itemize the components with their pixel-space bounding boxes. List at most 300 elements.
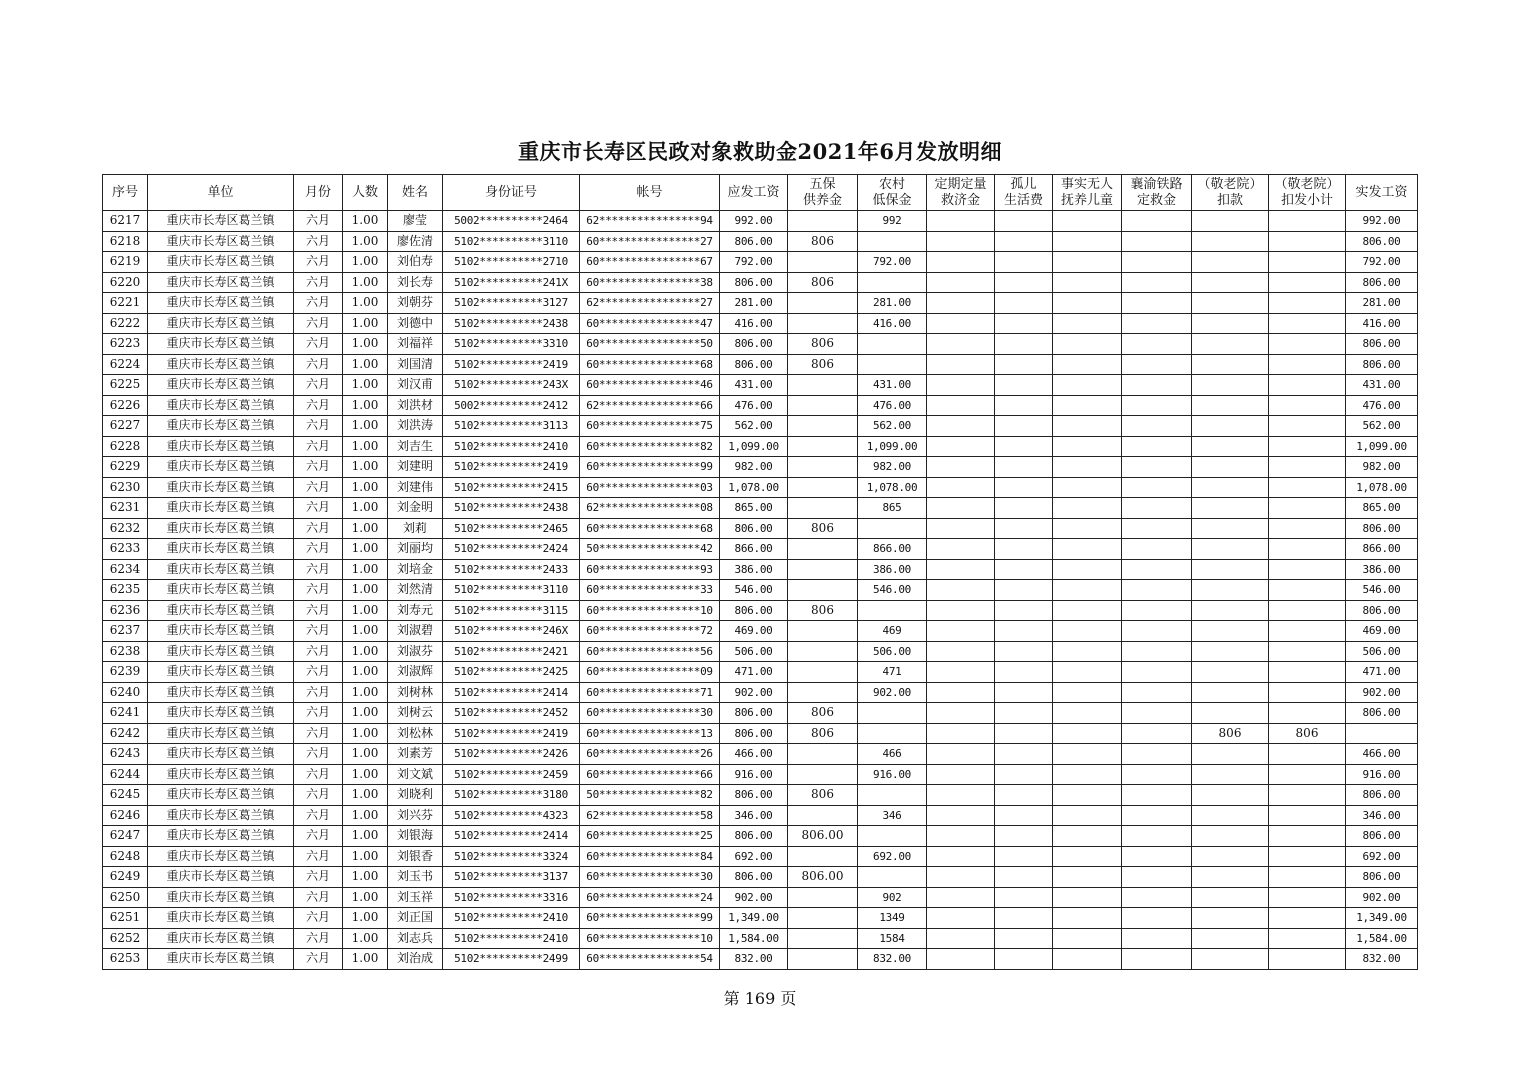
table-cell (1269, 231, 1346, 252)
table-cell: 806 (788, 334, 858, 355)
table-cell: 5102**********2452 (443, 703, 580, 724)
table-cell: 刘丽均 (388, 539, 443, 560)
table-cell (1192, 621, 1269, 642)
table-cell (1122, 641, 1192, 662)
table-cell (1122, 375, 1192, 396)
table-cell: 重庆市长寿区葛兰镇 (148, 211, 294, 232)
table-cell: 1.00 (343, 477, 388, 498)
table-cell: 806.00 (720, 334, 788, 355)
table-cell: 416.00 (720, 313, 788, 334)
table-cell: 6235 (103, 580, 148, 601)
table-cell: 992.00 (1346, 211, 1418, 232)
table-cell (927, 252, 995, 273)
table-cell: 466 (858, 744, 927, 765)
table-cell: 60****************10 (580, 600, 720, 621)
table-cell (927, 846, 995, 867)
table-cell (1269, 436, 1346, 457)
table-cell: 806.00 (1346, 703, 1418, 724)
table-cell (1269, 498, 1346, 519)
table-cell (1053, 231, 1122, 252)
table-cell (995, 785, 1053, 806)
table-cell (1269, 354, 1346, 375)
table-cell (1053, 416, 1122, 437)
table-cell: 806.00 (1346, 867, 1418, 888)
table-row (103, 539, 1418, 560)
table-cell: 386.00 (720, 559, 788, 580)
table-cell: 六月 (294, 580, 343, 601)
table-cell: 806.00 (1346, 826, 1418, 847)
table-cell (995, 887, 1053, 908)
column-header: 单位 (148, 175, 294, 211)
table-row (103, 723, 1418, 744)
table-cell (1122, 272, 1192, 293)
table-cell: 866.00 (1346, 539, 1418, 560)
table-cell (995, 805, 1053, 826)
table-cell: 6231 (103, 498, 148, 519)
table-cell (1269, 293, 1346, 314)
table-cell (788, 949, 858, 970)
table-cell: 5102**********2438 (443, 313, 580, 334)
table-cell (1192, 436, 1269, 457)
table-cell (1053, 498, 1122, 519)
table-cell (788, 928, 858, 949)
table-cell (788, 805, 858, 826)
table-cell (788, 293, 858, 314)
table-row (103, 580, 1418, 601)
table-cell: 1.00 (343, 887, 388, 908)
table-cell (1053, 580, 1122, 601)
table-cell: 重庆市长寿区葛兰镇 (148, 867, 294, 888)
table-cell (1269, 764, 1346, 785)
table-cell: 6243 (103, 744, 148, 765)
table-cell: 806.00 (720, 272, 788, 293)
table-cell: 60****************71 (580, 682, 720, 703)
table-cell: 刘寿元 (388, 600, 443, 621)
table-cell: 806.00 (1346, 231, 1418, 252)
table-cell (995, 703, 1053, 724)
table-cell: 6242 (103, 723, 148, 744)
table-cell (1269, 949, 1346, 970)
table-cell (1269, 744, 1346, 765)
table-cell (1053, 600, 1122, 621)
table-cell: 281.00 (720, 293, 788, 314)
table-cell (1122, 805, 1192, 826)
table-cell: 1.00 (343, 682, 388, 703)
table-cell: 6220 (103, 272, 148, 293)
table-cell: 重庆市长寿区葛兰镇 (148, 682, 294, 703)
table-cell: 5102**********2410 (443, 928, 580, 949)
table-cell: 刘正国 (388, 908, 443, 929)
table-cell: 六月 (294, 621, 343, 642)
table-cell: 6230 (103, 477, 148, 498)
table-cell (1269, 887, 1346, 908)
table-cell: 1.00 (343, 539, 388, 560)
table-cell: 六月 (294, 518, 343, 539)
table-cell: 832.00 (720, 949, 788, 970)
table-cell (1122, 334, 1192, 355)
column-header: 定期定量 救济金 (927, 175, 995, 211)
table-cell: 431.00 (720, 375, 788, 396)
table-cell: 六月 (294, 354, 343, 375)
column-header: 襄渝铁路 定救金 (1122, 175, 1192, 211)
table-cell: 6237 (103, 621, 148, 642)
table-cell (788, 559, 858, 580)
table-cell (995, 908, 1053, 929)
table-cell: 5102**********2424 (443, 539, 580, 560)
table-cell (788, 539, 858, 560)
table-cell: 5102**********3137 (443, 867, 580, 888)
table-cell: 六月 (294, 539, 343, 560)
table-cell: 1,584.00 (1346, 928, 1418, 949)
table-cell (1192, 416, 1269, 437)
table-cell: 重庆市长寿区葛兰镇 (148, 580, 294, 601)
table-cell (1192, 846, 1269, 867)
table-cell: 469.00 (1346, 621, 1418, 642)
table-cell: 重庆市长寿区葛兰镇 (148, 518, 294, 539)
table-cell (1192, 785, 1269, 806)
table-cell: 刘银香 (388, 846, 443, 867)
table-row (103, 928, 1418, 949)
table-cell (1192, 949, 1269, 970)
table-cell: 刘树林 (388, 682, 443, 703)
table-cell (927, 662, 995, 683)
table-cell: 806.00 (720, 231, 788, 252)
table-cell (858, 518, 927, 539)
table-cell (1192, 908, 1269, 929)
table-cell: 六月 (294, 723, 343, 744)
table-cell: 1.00 (343, 641, 388, 662)
table-cell: 62****************58 (580, 805, 720, 826)
table-cell: 六月 (294, 252, 343, 273)
table-row (103, 354, 1418, 375)
table-cell (788, 436, 858, 457)
table-cell: 6224 (103, 354, 148, 375)
table-cell: 1.00 (343, 621, 388, 642)
table-row (103, 395, 1418, 416)
table-cell (1192, 539, 1269, 560)
table-cell: 重庆市长寿区葛兰镇 (148, 539, 294, 560)
table-cell: 1.00 (343, 826, 388, 847)
table-cell: 386.00 (1346, 559, 1418, 580)
table-cell: 刘治成 (388, 949, 443, 970)
table-cell (1053, 826, 1122, 847)
table-cell (927, 703, 995, 724)
table-cell: 5102**********241X (443, 272, 580, 293)
table-cell (1122, 867, 1192, 888)
table-cell: 1.00 (343, 600, 388, 621)
table-cell: 重庆市长寿区葛兰镇 (148, 477, 294, 498)
table-cell: 1.00 (343, 211, 388, 232)
table-cell (1053, 785, 1122, 806)
table-cell: 792.00 (720, 252, 788, 273)
table-cell: 865.00 (1346, 498, 1418, 519)
table-cell (1122, 826, 1192, 847)
table-row (103, 805, 1418, 826)
table-cell: 562.00 (858, 416, 927, 437)
table-row (103, 559, 1418, 580)
table-cell (1192, 375, 1269, 396)
table-cell: 重庆市长寿区葛兰镇 (148, 662, 294, 683)
table-cell (1269, 457, 1346, 478)
table-cell (927, 580, 995, 601)
table-cell: 重庆市长寿区葛兰镇 (148, 436, 294, 457)
table-cell: 六月 (294, 231, 343, 252)
table-cell (1269, 867, 1346, 888)
table-row (103, 477, 1418, 498)
table-cell: 刘松林 (388, 723, 443, 744)
table-row (103, 518, 1418, 539)
table-cell (995, 641, 1053, 662)
table-cell (927, 764, 995, 785)
table-cell: 416.00 (1346, 313, 1418, 334)
table-cell (1053, 477, 1122, 498)
table-cell (927, 231, 995, 252)
table-cell (1269, 600, 1346, 621)
table-cell: 重庆市长寿区葛兰镇 (148, 354, 294, 375)
table-cell (1192, 580, 1269, 601)
table-cell: 50****************82 (580, 785, 720, 806)
table-cell: 重庆市长寿区葛兰镇 (148, 846, 294, 867)
table-cell (1269, 539, 1346, 560)
table-cell: 1,099.00 (1346, 436, 1418, 457)
table-cell: 1.00 (343, 928, 388, 949)
table-cell: 5102**********2419 (443, 723, 580, 744)
table-cell: 5102**********4323 (443, 805, 580, 826)
table-cell (1269, 252, 1346, 273)
table-cell (1269, 334, 1346, 355)
table-cell: 6250 (103, 887, 148, 908)
table-cell (927, 682, 995, 703)
table-cell: 60****************24 (580, 887, 720, 908)
table-cell (1122, 662, 1192, 683)
table-row (103, 293, 1418, 314)
table-cell: 刘长寿 (388, 272, 443, 293)
table-cell (927, 641, 995, 662)
table-cell: 刘然清 (388, 580, 443, 601)
table-cell: 6232 (103, 518, 148, 539)
table-cell: 6217 (103, 211, 148, 232)
table-cell: 60****************99 (580, 908, 720, 929)
table-cell (1122, 682, 1192, 703)
table-cell (927, 457, 995, 478)
table-cell: 466.00 (720, 744, 788, 765)
table-cell: 6252 (103, 928, 148, 949)
table-cell (927, 395, 995, 416)
table-cell (1122, 354, 1192, 375)
table-cell: 902.00 (720, 887, 788, 908)
table-row (103, 662, 1418, 683)
table-cell: 50****************42 (580, 539, 720, 560)
table-cell: 1,078.00 (720, 477, 788, 498)
table-cell: 6233 (103, 539, 148, 560)
table-cell: 6247 (103, 826, 148, 847)
column-header: 事实无人 抚养儿童 (1053, 175, 1122, 211)
table-cell: 806 (788, 272, 858, 293)
table-cell (1053, 662, 1122, 683)
table-cell: 60****************09 (580, 662, 720, 683)
table-cell: 刘文斌 (388, 764, 443, 785)
table-cell (995, 354, 1053, 375)
table-cell: 916.00 (858, 764, 927, 785)
table-cell: 重庆市长寿区葛兰镇 (148, 334, 294, 355)
table-cell: 806.00 (1346, 785, 1418, 806)
table-cell: 六月 (294, 887, 343, 908)
relief-fund-table (102, 174, 1418, 970)
table-cell: 5102**********2410 (443, 436, 580, 457)
table-cell: 刘玉书 (388, 867, 443, 888)
table-cell: 六月 (294, 846, 343, 867)
table-cell: 重庆市长寿区葛兰镇 (148, 293, 294, 314)
table-cell: 806.00 (1346, 518, 1418, 539)
table-cell (1053, 703, 1122, 724)
table-cell: 546.00 (1346, 580, 1418, 601)
table-cell (927, 334, 995, 355)
table-cell: 六月 (294, 477, 343, 498)
table-row (103, 867, 1418, 888)
table-cell: 506.00 (858, 641, 927, 662)
table-cell: 5102**********3115 (443, 600, 580, 621)
table-cell (788, 375, 858, 396)
table-cell: 6218 (103, 231, 148, 252)
table-row (103, 846, 1418, 867)
column-header: 农村 低保金 (858, 175, 927, 211)
table-cell (1053, 539, 1122, 560)
table-cell: 1.00 (343, 293, 388, 314)
table-cell: 六月 (294, 334, 343, 355)
table-cell: 六月 (294, 682, 343, 703)
table-cell: 刘培金 (388, 559, 443, 580)
table-cell: 刘洪材 (388, 395, 443, 416)
table-cell (995, 498, 1053, 519)
table-cell (788, 846, 858, 867)
table-cell (1053, 867, 1122, 888)
table-cell: 重庆市长寿区葛兰镇 (148, 559, 294, 580)
table-cell (927, 539, 995, 560)
table-cell: 5002**********2464 (443, 211, 580, 232)
table-cell (1053, 621, 1122, 642)
table-row (103, 908, 1418, 929)
table-cell: 806 (788, 600, 858, 621)
table-cell: 1.00 (343, 313, 388, 334)
table-cell (788, 887, 858, 908)
table-row (103, 785, 1418, 806)
table-cell: 刘建伟 (388, 477, 443, 498)
table-cell (1192, 518, 1269, 539)
table-cell (1122, 703, 1192, 724)
table-cell: 5102**********3324 (443, 846, 580, 867)
table-cell (927, 313, 995, 334)
table-cell: 刘树云 (388, 703, 443, 724)
table-cell: 5102**********2414 (443, 826, 580, 847)
table-cell (1269, 662, 1346, 683)
table-cell (788, 498, 858, 519)
table-row (103, 949, 1418, 970)
table-cell (1192, 559, 1269, 580)
table-row (103, 313, 1418, 334)
table-cell (788, 477, 858, 498)
table-cell (1122, 293, 1192, 314)
table-cell (1053, 252, 1122, 273)
table-cell: 60****************13 (580, 723, 720, 744)
column-header: 人数 (343, 175, 388, 211)
table-cell: 60****************99 (580, 457, 720, 478)
table-cell (995, 539, 1053, 560)
table-cell (1192, 498, 1269, 519)
table-cell: 281.00 (1346, 293, 1418, 314)
table-cell: 916.00 (1346, 764, 1418, 785)
table-cell (995, 621, 1053, 642)
table-cell: 546.00 (858, 580, 927, 601)
table-cell (995, 846, 1053, 867)
table-cell: 806.00 (1346, 354, 1418, 375)
table-cell: 692.00 (858, 846, 927, 867)
table-row (103, 436, 1418, 457)
table-cell (1269, 785, 1346, 806)
table-cell (1269, 805, 1346, 826)
table-cell (1122, 846, 1192, 867)
table-cell (788, 621, 858, 642)
table-cell: 重庆市长寿区葛兰镇 (148, 723, 294, 744)
table-cell: 5102**********3316 (443, 887, 580, 908)
table-cell (1192, 457, 1269, 478)
table-cell: 469 (858, 621, 927, 642)
table-cell (1053, 518, 1122, 539)
table-cell: 806 (788, 518, 858, 539)
table-cell: 刘志兵 (388, 928, 443, 949)
table-cell (858, 785, 927, 806)
table-cell: 六月 (294, 457, 343, 478)
table-cell: 6244 (103, 764, 148, 785)
table-body (103, 211, 1418, 970)
table-cell: 806.00 (1346, 334, 1418, 355)
table-cell: 六月 (294, 600, 343, 621)
table-cell: 6229 (103, 457, 148, 478)
column-header: 姓名 (388, 175, 443, 211)
table-cell: 重庆市长寿区葛兰镇 (148, 908, 294, 929)
table-cell (1053, 436, 1122, 457)
table-cell: 6221 (103, 293, 148, 314)
table-cell (1053, 272, 1122, 293)
table-cell: 1.00 (343, 272, 388, 293)
table-cell: 6251 (103, 908, 148, 929)
table-cell (858, 867, 927, 888)
table-cell: 346.00 (720, 805, 788, 826)
table-row (103, 375, 1418, 396)
table-cell (1192, 805, 1269, 826)
table-cell: 5102**********2426 (443, 744, 580, 765)
table-cell (927, 498, 995, 519)
table-cell: 刘兴芬 (388, 805, 443, 826)
table-cell (788, 682, 858, 703)
table-cell: 1,099.00 (720, 436, 788, 457)
table-cell: 5102**********3113 (443, 416, 580, 437)
table-cell (788, 416, 858, 437)
table-cell: 5102**********2415 (443, 477, 580, 498)
table-cell (927, 293, 995, 314)
table-cell (995, 600, 1053, 621)
table-cell: 重庆市长寿区葛兰镇 (148, 805, 294, 826)
table-cell: 六月 (294, 641, 343, 662)
table-cell (1053, 764, 1122, 785)
table-cell: 476.00 (858, 395, 927, 416)
table-cell: 5102**********3310 (443, 334, 580, 355)
table-cell (1053, 375, 1122, 396)
table-cell: 六月 (294, 805, 343, 826)
table-cell (1269, 375, 1346, 396)
table-cell (995, 826, 1053, 847)
table-cell (1269, 272, 1346, 293)
table-cell: 六月 (294, 211, 343, 232)
